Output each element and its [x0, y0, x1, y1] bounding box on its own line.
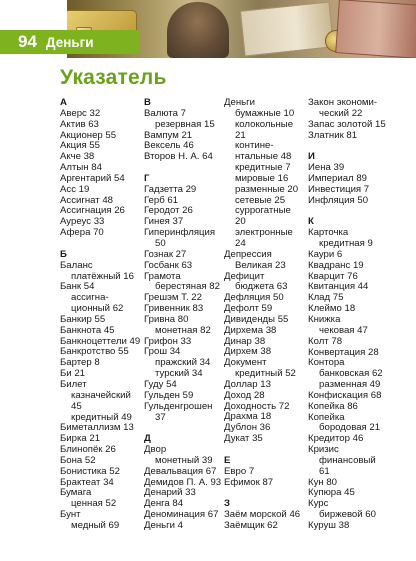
index-entry: ческий 22: [319, 107, 363, 119]
index-entry: Квадранс 19: [308, 259, 364, 271]
index-entry: Бартер 8: [60, 357, 100, 369]
index-entry: Гривенник 83: [144, 303, 204, 315]
index-entry: Герб 61: [144, 194, 179, 206]
index-entry: разменная 49: [319, 379, 381, 391]
index-entry: Кризис: [308, 444, 339, 456]
index-group: [224, 499, 306, 532]
index-letter: В: [144, 97, 151, 108]
index-entry: Гиперинфляция: [144, 227, 216, 239]
index-entry: кредитный 52: [235, 368, 296, 380]
index-entry: Грош 34: [144, 346, 181, 358]
index-entry: колокольные: [235, 118, 294, 130]
index-entry: Второв Н. А. 64: [144, 151, 213, 163]
index-entry: Банкротство 55: [60, 346, 129, 358]
index-entry: Банкир 55: [60, 313, 106, 325]
index-entry: Конфискация 68: [308, 389, 382, 401]
index-entry: Деньги: [224, 97, 255, 108]
index-entry: Инфляция 50: [308, 194, 369, 206]
index-entry: Доллар 13: [224, 378, 271, 390]
index-entry: мировые 16: [235, 172, 289, 184]
index-entry: Блинопёк 26: [60, 444, 116, 456]
index-entry: Акционер 55: [60, 129, 117, 141]
index-entry: Бона 52: [60, 454, 96, 466]
index-entry: суррогатные: [235, 205, 291, 217]
index-entry: Бунт: [60, 509, 81, 521]
index-entry: Заём морской 46: [224, 509, 301, 521]
index-entry: Империал 89: [308, 172, 367, 184]
index-entry: Дукат 35: [224, 433, 263, 445]
index-entry: Денга 84: [144, 498, 184, 510]
index-entry: Грамота: [144, 270, 181, 282]
index-entry: биржевой 60: [319, 509, 376, 521]
index-entry: электронные: [235, 227, 293, 239]
index-entry: 24: [235, 237, 246, 249]
index-entry: Гуду 54: [144, 378, 177, 390]
index-column: [224, 98, 306, 543]
index-entry: 20: [235, 216, 246, 228]
index-title: Указатель: [60, 66, 167, 89]
index-entry: Златник 81: [308, 129, 358, 141]
index-entry: платёжный 16: [71, 270, 134, 282]
index-letter: И: [308, 151, 315, 163]
index-entry: Денарий 33: [144, 487, 196, 499]
index-entry: Гознак 27: [144, 248, 187, 260]
index-entry: бородовая 21: [319, 422, 381, 434]
index-letter: Г: [144, 172, 150, 184]
index-entry: Вексель 46: [144, 140, 194, 152]
index-entry: Клад 75: [308, 292, 344, 304]
index-entry: Курс: [308, 498, 329, 510]
index-entry: 37: [155, 411, 166, 423]
index-group: [144, 98, 224, 163]
index-group: [308, 217, 412, 531]
index-entry: медный 69: [71, 519, 120, 531]
index-entry: турский 34: [155, 368, 203, 380]
index-entry: Банкноцеттели 49: [60, 335, 141, 347]
index-entry: бумажные 10: [235, 107, 295, 119]
index-entry: чековая 47: [319, 324, 368, 336]
index-entry: Карточка: [308, 227, 349, 239]
index-entry: Контора: [308, 357, 345, 369]
index-entry: Деньги 4: [144, 520, 183, 531]
index-entry: Бумага: [60, 487, 92, 499]
index-entry: Дефляция 50: [224, 292, 284, 304]
index-entry: Би 21: [60, 368, 85, 380]
index-letter: З: [224, 498, 231, 510]
index-entry: Дублон 36: [224, 422, 271, 434]
index-entry: Евро 7: [224, 465, 255, 477]
index-entry: Бирка 21: [60, 433, 101, 445]
index-entry: Ассигнация 26: [60, 205, 125, 217]
index-entry: Документ: [224, 357, 267, 369]
index-entry: Кредитор 46: [308, 433, 364, 445]
index-entry: сетевые 25: [235, 194, 286, 206]
index-entry: Банкнота 45: [60, 324, 115, 336]
index-entry: Акче 38: [60, 151, 95, 163]
index-entry: финансовый: [319, 454, 376, 466]
index-entry: Великая 23: [235, 259, 286, 271]
index-column: [308, 98, 412, 543]
index-entry: Геродот 26: [144, 205, 193, 217]
index-entry: Актив 63: [60, 118, 99, 130]
index-entry: Кун 80: [308, 476, 338, 488]
index-entry: Валюта 7: [144, 107, 186, 119]
index-entry: Брактеат 34: [60, 476, 114, 488]
index-entry: Вампум 21: [144, 129, 193, 141]
index-entry: Грешэм Т. 22: [144, 292, 202, 304]
index-letter: Е: [224, 454, 231, 466]
index-entry: ассигна-: [71, 292, 109, 304]
index-entry: Ассигнат 48: [60, 194, 114, 206]
index-entry: Дефицит: [224, 270, 265, 282]
index-entry: Госбанк 63: [144, 259, 193, 271]
index-entry: 21: [235, 129, 246, 141]
index-column: [144, 98, 224, 543]
header-banner: [0, 0, 416, 58]
index-entry: Доход 28: [224, 389, 265, 401]
index-entry: кредитный 49: [71, 411, 132, 423]
index-entry: нтальные 48: [235, 151, 292, 163]
index-letter: К: [308, 216, 314, 228]
index-entry: Кварцит 76: [308, 270, 358, 282]
index-entry: Асс 19: [60, 183, 90, 195]
portrait-image: [167, 2, 229, 58]
index-entry: Демидов П. А. 93: [144, 476, 222, 488]
index-entry: разменные 20: [235, 183, 299, 195]
index-entry: Динар 38: [224, 335, 266, 347]
index-entry: пражский 34: [155, 357, 211, 369]
index-letter: Б: [60, 248, 67, 260]
index-entry: кредитная 9: [319, 238, 373, 250]
index-letter: Д: [144, 433, 151, 445]
index-entry: Книжка: [308, 313, 341, 325]
index-entry: Билет: [60, 378, 87, 390]
index-entry: банковская 62: [319, 368, 383, 380]
index-entry: Дивиденды 55: [224, 313, 289, 325]
index-entry: берестяная 82: [155, 281, 220, 293]
index-group: [60, 250, 140, 532]
index-entry: Гинея 37: [144, 216, 184, 228]
index-group: [224, 456, 306, 489]
page-number: 94: [18, 32, 37, 51]
index-entry: кредитные 7: [235, 162, 291, 174]
index-entry: казначейский: [71, 389, 131, 401]
index-column: [60, 98, 140, 543]
index-entry: Каури 6: [308, 248, 343, 260]
banknote-image: [335, 0, 416, 58]
index-entry: Купюра 45: [308, 487, 355, 499]
index-entry: 61: [319, 465, 330, 477]
index-entry: Квитанция 44: [308, 281, 369, 293]
index-entry: Колт 78: [308, 335, 343, 347]
index-entry: Бонистика 52: [60, 465, 120, 477]
index-group: [224, 98, 306, 445]
index-entry: Копейка: [308, 411, 345, 423]
banknote-image: [240, 1, 334, 56]
index-entry: Дирхема 38: [224, 324, 277, 336]
index-entry: Баланс: [60, 259, 93, 271]
index-entry: Деноминация 67: [144, 509, 219, 521]
page-tag: [0, 30, 140, 54]
index-entry: Ауреус 33: [60, 216, 105, 228]
index-entry: 45: [71, 400, 82, 412]
index-entry: Драхма 18: [224, 411, 272, 423]
index-entry: Дирхем 38: [224, 346, 272, 358]
index-entry: Акция 55: [60, 140, 100, 152]
index-entry: резервная 15: [155, 118, 215, 130]
index-entry: Куруш 38: [308, 520, 350, 531]
index-entry: Клеймо 18: [308, 303, 356, 315]
index-entry: Алтын 84: [60, 162, 102, 174]
index-entry: Доходность 72: [224, 400, 290, 412]
index-entry: Заёмщик 62: [224, 520, 278, 531]
index-entry: бюджета 63: [235, 281, 288, 293]
index-group: [308, 98, 412, 141]
index-entry: Гульден 59: [144, 389, 194, 401]
index-entry: Гривна 80: [144, 313, 189, 325]
index-entry: 50: [155, 238, 166, 250]
index-entry: монетный 39: [155, 454, 213, 466]
index-entry: Иена 39: [308, 162, 345, 174]
index-entry: контине-: [235, 140, 274, 152]
index-group: [144, 434, 224, 532]
index-entry: Дефолт 59: [224, 303, 273, 315]
index-columns: [60, 98, 412, 558]
index-entry: Девальвация 67: [144, 465, 217, 477]
index-entry: Инвестиция 7: [308, 183, 370, 195]
index-entry: Ефимок 87: [224, 476, 274, 488]
index-entry: Гадзетта 29: [144, 183, 197, 195]
index-entry: Грифон 33: [144, 335, 192, 347]
index-entry: Биметаллизм 13: [60, 422, 134, 434]
index-entry: Банк 54: [60, 281, 95, 293]
index-entry: ценная 52: [71, 498, 117, 510]
section-title: Деньги: [45, 34, 94, 50]
index-entry: Афера 70: [60, 227, 104, 239]
index-letter: А: [60, 97, 67, 108]
index-entry: Аргентарий 54: [60, 172, 125, 184]
index-entry: Аверс 32: [60, 107, 101, 119]
index-entry: Гульденгрошен: [144, 400, 213, 412]
index-entry: Конвертация 28: [308, 346, 379, 358]
index-group: [308, 152, 412, 206]
index-entry: Копейка 86: [308, 400, 358, 412]
index-group: [144, 174, 224, 423]
index-entry: Двор: [144, 444, 167, 456]
index-entry: монетная 82: [155, 324, 211, 336]
index-entry: Запас золотой 15: [308, 118, 386, 130]
index-entry: ционный 62: [71, 303, 124, 315]
index-entry: Депрессия: [224, 248, 272, 260]
index-entry: Закон экономи-: [308, 97, 378, 108]
index-group: [60, 98, 140, 239]
